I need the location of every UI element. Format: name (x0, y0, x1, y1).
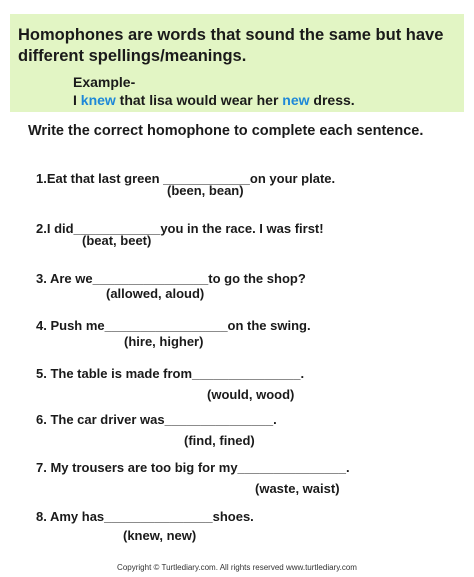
intro-title: Homophones are words that sound the same but have different spellings/meanings. (18, 26, 444, 65)
instruction: Write the correct homophone to complete each sentence. (28, 123, 424, 139)
question-5-options: (would, wood) (207, 387, 295, 402)
example-highlight-new: new (282, 92, 310, 108)
question-4: 4. Push me_________________on the swing. (36, 318, 311, 333)
question-7-options: (waste, waist) (255, 481, 340, 496)
question-8-options: (knew, new) (123, 528, 197, 543)
question-8: 8. Amy has_______________shoes. (36, 509, 254, 524)
question-6: 6. The car driver was_______________. (36, 412, 277, 427)
example-label: Example- (73, 74, 136, 90)
question-1: 1.Eat that last green ____________on your plate. (36, 171, 336, 186)
intro-box (10, 14, 464, 112)
question-3: 3. Are we________________to go the shop? (36, 271, 306, 286)
example-text-1: I (73, 92, 81, 108)
question-4-options: (hire, higher) (124, 334, 204, 349)
question-7: 7. My trousers are too big for my_______________. (36, 460, 350, 475)
question-2: 2.I did____________you in the race. I was first! (36, 221, 324, 236)
example-text-2: that lisa would wear her (115, 92, 283, 108)
example-sentence (73, 92, 355, 108)
question-1-options: (been, bean) (167, 183, 244, 198)
example-text-3: dress. (309, 92, 355, 108)
question-6-options: (find, fined) (184, 433, 255, 448)
question-3-options: (allowed, aloud) (106, 286, 205, 301)
question-2-options: (beat, beet) (82, 233, 152, 248)
question-5: 5. The table is made from_______________. (36, 366, 305, 381)
example-highlight-knew: knew (80, 92, 116, 108)
copyright-footer: Copyright © Turtlediary.com. All rights reserved www.turtlediary.com (117, 563, 357, 572)
